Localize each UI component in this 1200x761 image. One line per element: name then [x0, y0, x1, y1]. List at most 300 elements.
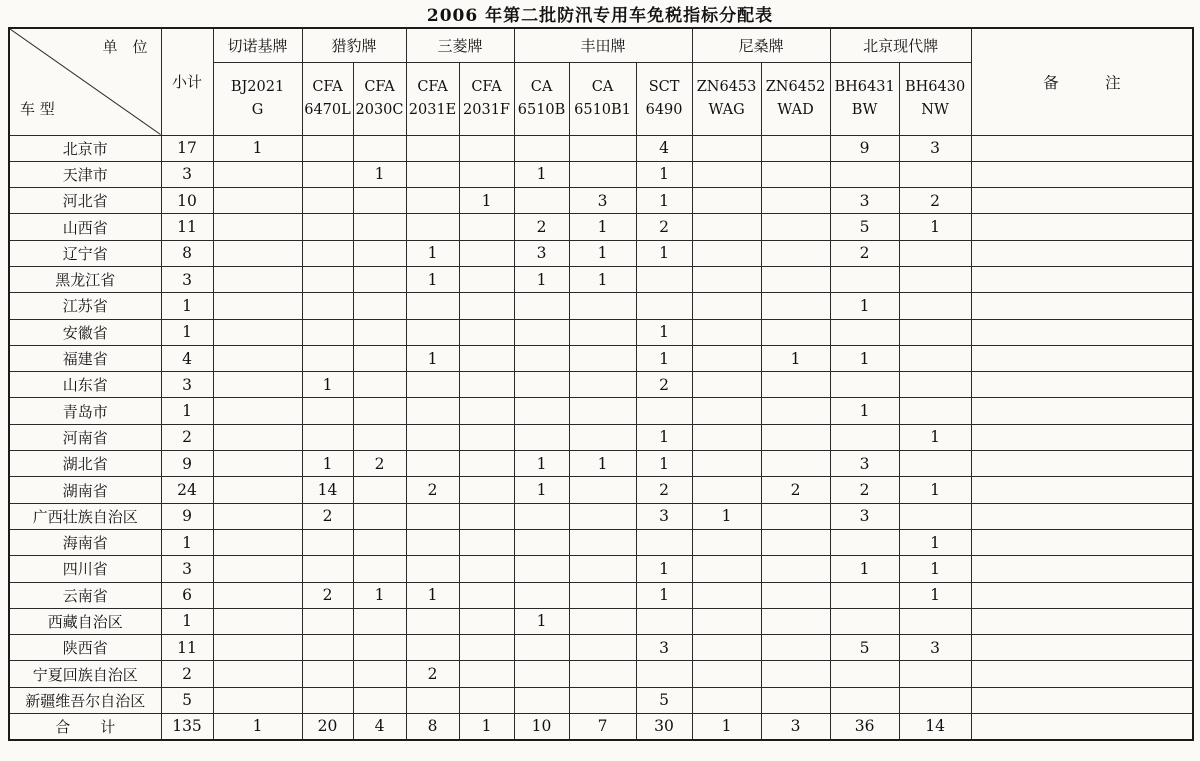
region-cell: 河南省	[9, 424, 161, 450]
value-cell	[213, 556, 302, 582]
region-cell: 辽宁省	[9, 240, 161, 266]
value-cell	[692, 293, 761, 319]
model-header-line1: CFA	[417, 79, 448, 96]
value-cell	[213, 293, 302, 319]
value-cell	[830, 687, 899, 713]
region-cell: 海南省	[9, 529, 161, 555]
value-cell	[302, 345, 353, 371]
value-cell: 3	[514, 240, 569, 266]
value-cell	[406, 424, 459, 450]
value-cell	[213, 687, 302, 713]
value-cell	[353, 293, 406, 319]
value-cell	[569, 372, 636, 398]
value-cell: 5	[636, 687, 692, 713]
value-cell	[692, 661, 761, 687]
value-cell: 2	[636, 477, 692, 503]
value-cell	[213, 608, 302, 634]
value-cell	[692, 188, 761, 214]
value-cell	[692, 529, 761, 555]
value-cell	[569, 529, 636, 555]
model-header	[761, 62, 830, 135]
value-cell	[569, 345, 636, 371]
value-cell	[459, 687, 514, 713]
remark-cell	[971, 266, 1193, 292]
model-header-line2: 2030C	[355, 101, 404, 118]
value-cell	[514, 372, 569, 398]
region-cell: 新疆维吾尔自治区	[9, 687, 161, 713]
brand-header-row	[9, 28, 1193, 62]
model-header	[406, 62, 459, 135]
value-cell: 2	[406, 477, 459, 503]
value-cell: 20	[302, 714, 353, 740]
value-cell	[830, 266, 899, 292]
subtotal-cell: 11	[161, 214, 213, 240]
value-cell: 3	[830, 188, 899, 214]
model-header	[459, 62, 514, 135]
value-cell	[692, 635, 761, 661]
value-cell	[213, 214, 302, 240]
value-cell	[761, 687, 830, 713]
value-cell	[899, 687, 971, 713]
subtotal-cell: 17	[161, 135, 213, 161]
region-cell: 陕西省	[9, 635, 161, 661]
page-title: 2006 年第二批防汛专用车免税指标分配表	[426, 6, 774, 26]
remark-cell	[971, 687, 1193, 713]
table-row	[9, 293, 1193, 319]
value-cell	[213, 345, 302, 371]
value-cell: 1	[830, 556, 899, 582]
table-row	[9, 451, 1193, 477]
allocation-table	[8, 27, 1194, 741]
value-cell	[213, 319, 302, 345]
value-cell	[353, 319, 406, 345]
value-cell	[302, 556, 353, 582]
value-cell	[406, 451, 459, 477]
model-header-line1: BH6431	[834, 79, 895, 96]
value-cell: 7	[569, 714, 636, 740]
value-cell	[459, 240, 514, 266]
value-cell	[692, 135, 761, 161]
remark-cell	[971, 529, 1193, 555]
value-cell	[761, 608, 830, 634]
value-cell	[761, 556, 830, 582]
model-header-line2: 6490	[645, 101, 683, 118]
subtotal-cell: 3	[161, 556, 213, 582]
model-header-line1: BH6430	[904, 79, 966, 96]
value-cell: 1	[830, 345, 899, 371]
value-cell	[569, 319, 636, 345]
value-cell	[302, 188, 353, 214]
model-header-line1: ZN6452	[765, 79, 826, 96]
value-cell	[830, 608, 899, 634]
value-cell: 1	[514, 451, 569, 477]
region-cell: 青岛市	[9, 398, 161, 424]
brand-header: 切诺基牌	[213, 28, 302, 62]
value-cell	[514, 529, 569, 555]
value-cell	[406, 687, 459, 713]
region-cell: 山东省	[9, 372, 161, 398]
model-header-line2: WAG	[708, 101, 745, 118]
value-cell	[302, 398, 353, 424]
value-cell: 1	[459, 714, 514, 740]
value-cell	[636, 608, 692, 634]
brand-header: 尼桑牌	[692, 28, 830, 62]
value-cell	[213, 161, 302, 187]
value-cell	[569, 608, 636, 634]
value-cell	[459, 503, 514, 529]
subtotal-cell: 3	[161, 266, 213, 292]
value-cell	[569, 161, 636, 187]
value-cell	[692, 608, 761, 634]
value-cell: 1	[636, 161, 692, 187]
table-row	[9, 608, 1193, 634]
region-cell: 江苏省	[9, 293, 161, 319]
remark-cell	[971, 608, 1193, 634]
value-cell: 1	[302, 451, 353, 477]
region-cell: 四川省	[9, 556, 161, 582]
value-cell	[302, 135, 353, 161]
remark-cell	[971, 161, 1193, 187]
region-cell: 黑龙江省	[9, 266, 161, 292]
model-header-line2: 6470L	[304, 101, 351, 118]
value-cell	[636, 266, 692, 292]
corner-unit-label: 单 位	[102, 38, 148, 56]
value-cell: 3	[899, 635, 971, 661]
model-header-line2: WAD	[777, 101, 814, 118]
value-cell: 1	[636, 582, 692, 608]
region-cell: 广西壮族自治区	[9, 503, 161, 529]
corner-vehicle-label: 车 型	[20, 99, 55, 118]
value-cell	[353, 529, 406, 555]
corner-diagonal-cell	[9, 28, 161, 135]
value-cell	[459, 266, 514, 292]
brand-header: 北京现代牌	[830, 28, 971, 62]
value-cell: 9	[830, 135, 899, 161]
subtotal-cell: 4	[161, 345, 213, 371]
model-header	[692, 62, 761, 135]
value-cell	[830, 661, 899, 687]
value-cell: 1	[692, 503, 761, 529]
total-row	[9, 714, 1193, 740]
value-cell: 1	[899, 214, 971, 240]
value-cell	[569, 635, 636, 661]
value-cell	[302, 687, 353, 713]
value-cell	[692, 266, 761, 292]
value-cell	[692, 240, 761, 266]
value-cell	[353, 424, 406, 450]
value-cell	[692, 451, 761, 477]
value-cell: 1	[830, 293, 899, 319]
value-cell	[459, 661, 514, 687]
value-cell	[761, 635, 830, 661]
value-cell: 1	[213, 135, 302, 161]
value-cell	[569, 293, 636, 319]
value-cell: 2	[302, 582, 353, 608]
table-row	[9, 635, 1193, 661]
value-cell	[692, 398, 761, 424]
value-cell: 1	[302, 372, 353, 398]
value-cell: 4	[636, 135, 692, 161]
value-cell	[353, 240, 406, 266]
region-cell: 湖南省	[9, 477, 161, 503]
value-cell	[514, 135, 569, 161]
value-cell	[569, 582, 636, 608]
value-cell	[353, 687, 406, 713]
value-cell	[302, 424, 353, 450]
model-header-line2: 6510B1	[574, 101, 631, 118]
value-cell	[459, 424, 514, 450]
remark-cell	[971, 345, 1193, 371]
value-cell	[830, 582, 899, 608]
remark-cell	[971, 319, 1193, 345]
remarks-column-header: 备 注	[971, 28, 1193, 135]
value-cell: 14	[899, 714, 971, 740]
remark-cell	[971, 240, 1193, 266]
value-cell: 1	[692, 714, 761, 740]
subtotal-cell: 135	[161, 714, 213, 740]
table-row	[9, 556, 1193, 582]
value-cell	[761, 398, 830, 424]
value-cell	[213, 529, 302, 555]
value-cell: 5	[830, 635, 899, 661]
value-cell	[636, 398, 692, 424]
value-cell: 30	[636, 714, 692, 740]
value-cell	[459, 608, 514, 634]
model-header-line2: NW	[921, 101, 949, 118]
value-cell	[459, 372, 514, 398]
value-cell	[406, 529, 459, 555]
value-cell: 2	[514, 214, 569, 240]
value-cell: 1	[636, 556, 692, 582]
model-header	[302, 62, 353, 135]
value-cell: 2	[830, 477, 899, 503]
model-header	[830, 62, 899, 135]
value-cell	[406, 556, 459, 582]
value-cell	[459, 214, 514, 240]
value-cell	[514, 345, 569, 371]
value-cell	[569, 556, 636, 582]
value-cell: 1	[353, 161, 406, 187]
value-cell	[213, 372, 302, 398]
value-cell	[406, 503, 459, 529]
value-cell	[569, 398, 636, 424]
value-cell	[569, 661, 636, 687]
subtotal-cell: 9	[161, 451, 213, 477]
value-cell	[406, 398, 459, 424]
value-cell: 1	[514, 266, 569, 292]
value-cell	[692, 582, 761, 608]
value-cell	[761, 372, 830, 398]
table-header	[9, 28, 1193, 135]
region-cell: 西藏自治区	[9, 608, 161, 634]
remark-cell	[971, 188, 1193, 214]
value-cell: 3	[636, 503, 692, 529]
value-cell: 1	[514, 608, 569, 634]
value-cell	[899, 240, 971, 266]
value-cell	[830, 372, 899, 398]
model-header-line1: CA	[530, 79, 553, 96]
value-cell	[459, 556, 514, 582]
value-cell	[899, 266, 971, 292]
value-cell: 1	[636, 240, 692, 266]
value-cell	[353, 372, 406, 398]
value-cell: 1	[761, 345, 830, 371]
value-cell: 2	[636, 372, 692, 398]
model-header-line1: CFA	[471, 79, 502, 96]
value-cell	[302, 161, 353, 187]
table-row	[9, 345, 1193, 371]
value-cell	[514, 319, 569, 345]
table-body	[9, 135, 1193, 740]
value-cell	[514, 556, 569, 582]
value-cell	[302, 661, 353, 687]
value-cell	[514, 635, 569, 661]
subtotal-cell: 1	[161, 398, 213, 424]
value-cell	[899, 451, 971, 477]
value-cell: 1	[899, 556, 971, 582]
value-cell: 1	[514, 477, 569, 503]
value-cell	[353, 477, 406, 503]
value-cell: 2	[830, 240, 899, 266]
value-cell	[459, 635, 514, 661]
value-cell	[459, 135, 514, 161]
value-cell: 3	[569, 188, 636, 214]
subtotal-cell: 3	[161, 161, 213, 187]
table-row	[9, 188, 1193, 214]
value-cell: 1	[406, 345, 459, 371]
table-row	[9, 477, 1193, 503]
value-cell	[692, 319, 761, 345]
subtotal-cell: 1	[161, 319, 213, 345]
value-cell	[406, 608, 459, 634]
value-cell: 2	[302, 503, 353, 529]
model-header-line2: 2031F	[463, 101, 510, 118]
value-cell: 14	[302, 477, 353, 503]
model-header	[213, 62, 302, 135]
value-cell	[213, 582, 302, 608]
value-cell: 2	[353, 451, 406, 477]
value-cell	[761, 135, 830, 161]
table-row	[9, 214, 1193, 240]
region-cell: 湖北省	[9, 451, 161, 477]
value-cell: 3	[761, 714, 830, 740]
value-cell	[899, 372, 971, 398]
value-cell	[514, 424, 569, 450]
remark-cell	[971, 398, 1193, 424]
value-cell	[899, 608, 971, 634]
value-cell: 2	[761, 477, 830, 503]
value-cell	[302, 635, 353, 661]
value-cell: 1	[353, 582, 406, 608]
region-cell: 云南省	[9, 582, 161, 608]
model-header	[514, 62, 569, 135]
value-cell	[761, 188, 830, 214]
remark-cell	[971, 424, 1193, 450]
subtotal-cell: 3	[161, 372, 213, 398]
value-cell	[353, 135, 406, 161]
value-cell	[406, 293, 459, 319]
table-row	[9, 240, 1193, 266]
model-header	[899, 62, 971, 135]
value-cell	[353, 608, 406, 634]
remark-cell	[971, 135, 1193, 161]
value-cell	[692, 687, 761, 713]
value-cell	[569, 424, 636, 450]
value-cell: 1	[406, 266, 459, 292]
value-cell	[692, 372, 761, 398]
value-cell	[899, 293, 971, 319]
model-header-line1: CA	[591, 79, 614, 96]
value-cell	[302, 240, 353, 266]
value-cell	[302, 214, 353, 240]
value-cell: 10	[514, 714, 569, 740]
value-cell: 4	[353, 714, 406, 740]
value-cell	[459, 319, 514, 345]
value-cell: 1	[569, 240, 636, 266]
value-cell	[213, 398, 302, 424]
value-cell	[302, 529, 353, 555]
value-cell	[830, 161, 899, 187]
brand-header: 丰田牌	[514, 28, 692, 62]
value-cell	[213, 477, 302, 503]
value-cell	[830, 529, 899, 555]
model-header-line1: CFA	[312, 79, 343, 96]
region-cell: 合 计	[9, 714, 161, 740]
value-cell	[459, 161, 514, 187]
value-cell: 1	[899, 477, 971, 503]
value-cell	[761, 266, 830, 292]
value-cell	[459, 398, 514, 424]
region-cell: 安徽省	[9, 319, 161, 345]
value-cell: 1	[569, 214, 636, 240]
value-cell: 1	[514, 161, 569, 187]
model-header-line2: G	[251, 101, 264, 118]
remark-cell	[971, 582, 1193, 608]
table-row	[9, 503, 1193, 529]
value-cell: 1	[830, 398, 899, 424]
value-cell	[899, 661, 971, 687]
value-cell	[459, 582, 514, 608]
value-cell	[692, 161, 761, 187]
value-cell	[899, 503, 971, 529]
region-cell: 宁夏回族自治区	[9, 661, 161, 687]
table-row	[9, 161, 1193, 187]
value-cell: 5	[830, 214, 899, 240]
value-cell: 1	[406, 240, 459, 266]
value-cell	[353, 214, 406, 240]
remark-cell	[971, 293, 1193, 319]
value-cell	[459, 293, 514, 319]
value-cell: 1	[636, 319, 692, 345]
value-cell	[213, 503, 302, 529]
value-cell: 2	[899, 188, 971, 214]
value-cell: 3	[899, 135, 971, 161]
value-cell	[406, 635, 459, 661]
value-cell	[514, 582, 569, 608]
value-cell	[569, 503, 636, 529]
value-cell: 3	[636, 635, 692, 661]
value-cell	[761, 214, 830, 240]
model-header	[569, 62, 636, 135]
remark-cell	[971, 635, 1193, 661]
value-cell: 1	[636, 424, 692, 450]
value-cell	[213, 635, 302, 661]
value-cell	[459, 451, 514, 477]
remark-cell	[971, 451, 1193, 477]
value-cell	[692, 556, 761, 582]
value-cell	[899, 161, 971, 187]
brand-header: 猎豹牌	[302, 28, 406, 62]
